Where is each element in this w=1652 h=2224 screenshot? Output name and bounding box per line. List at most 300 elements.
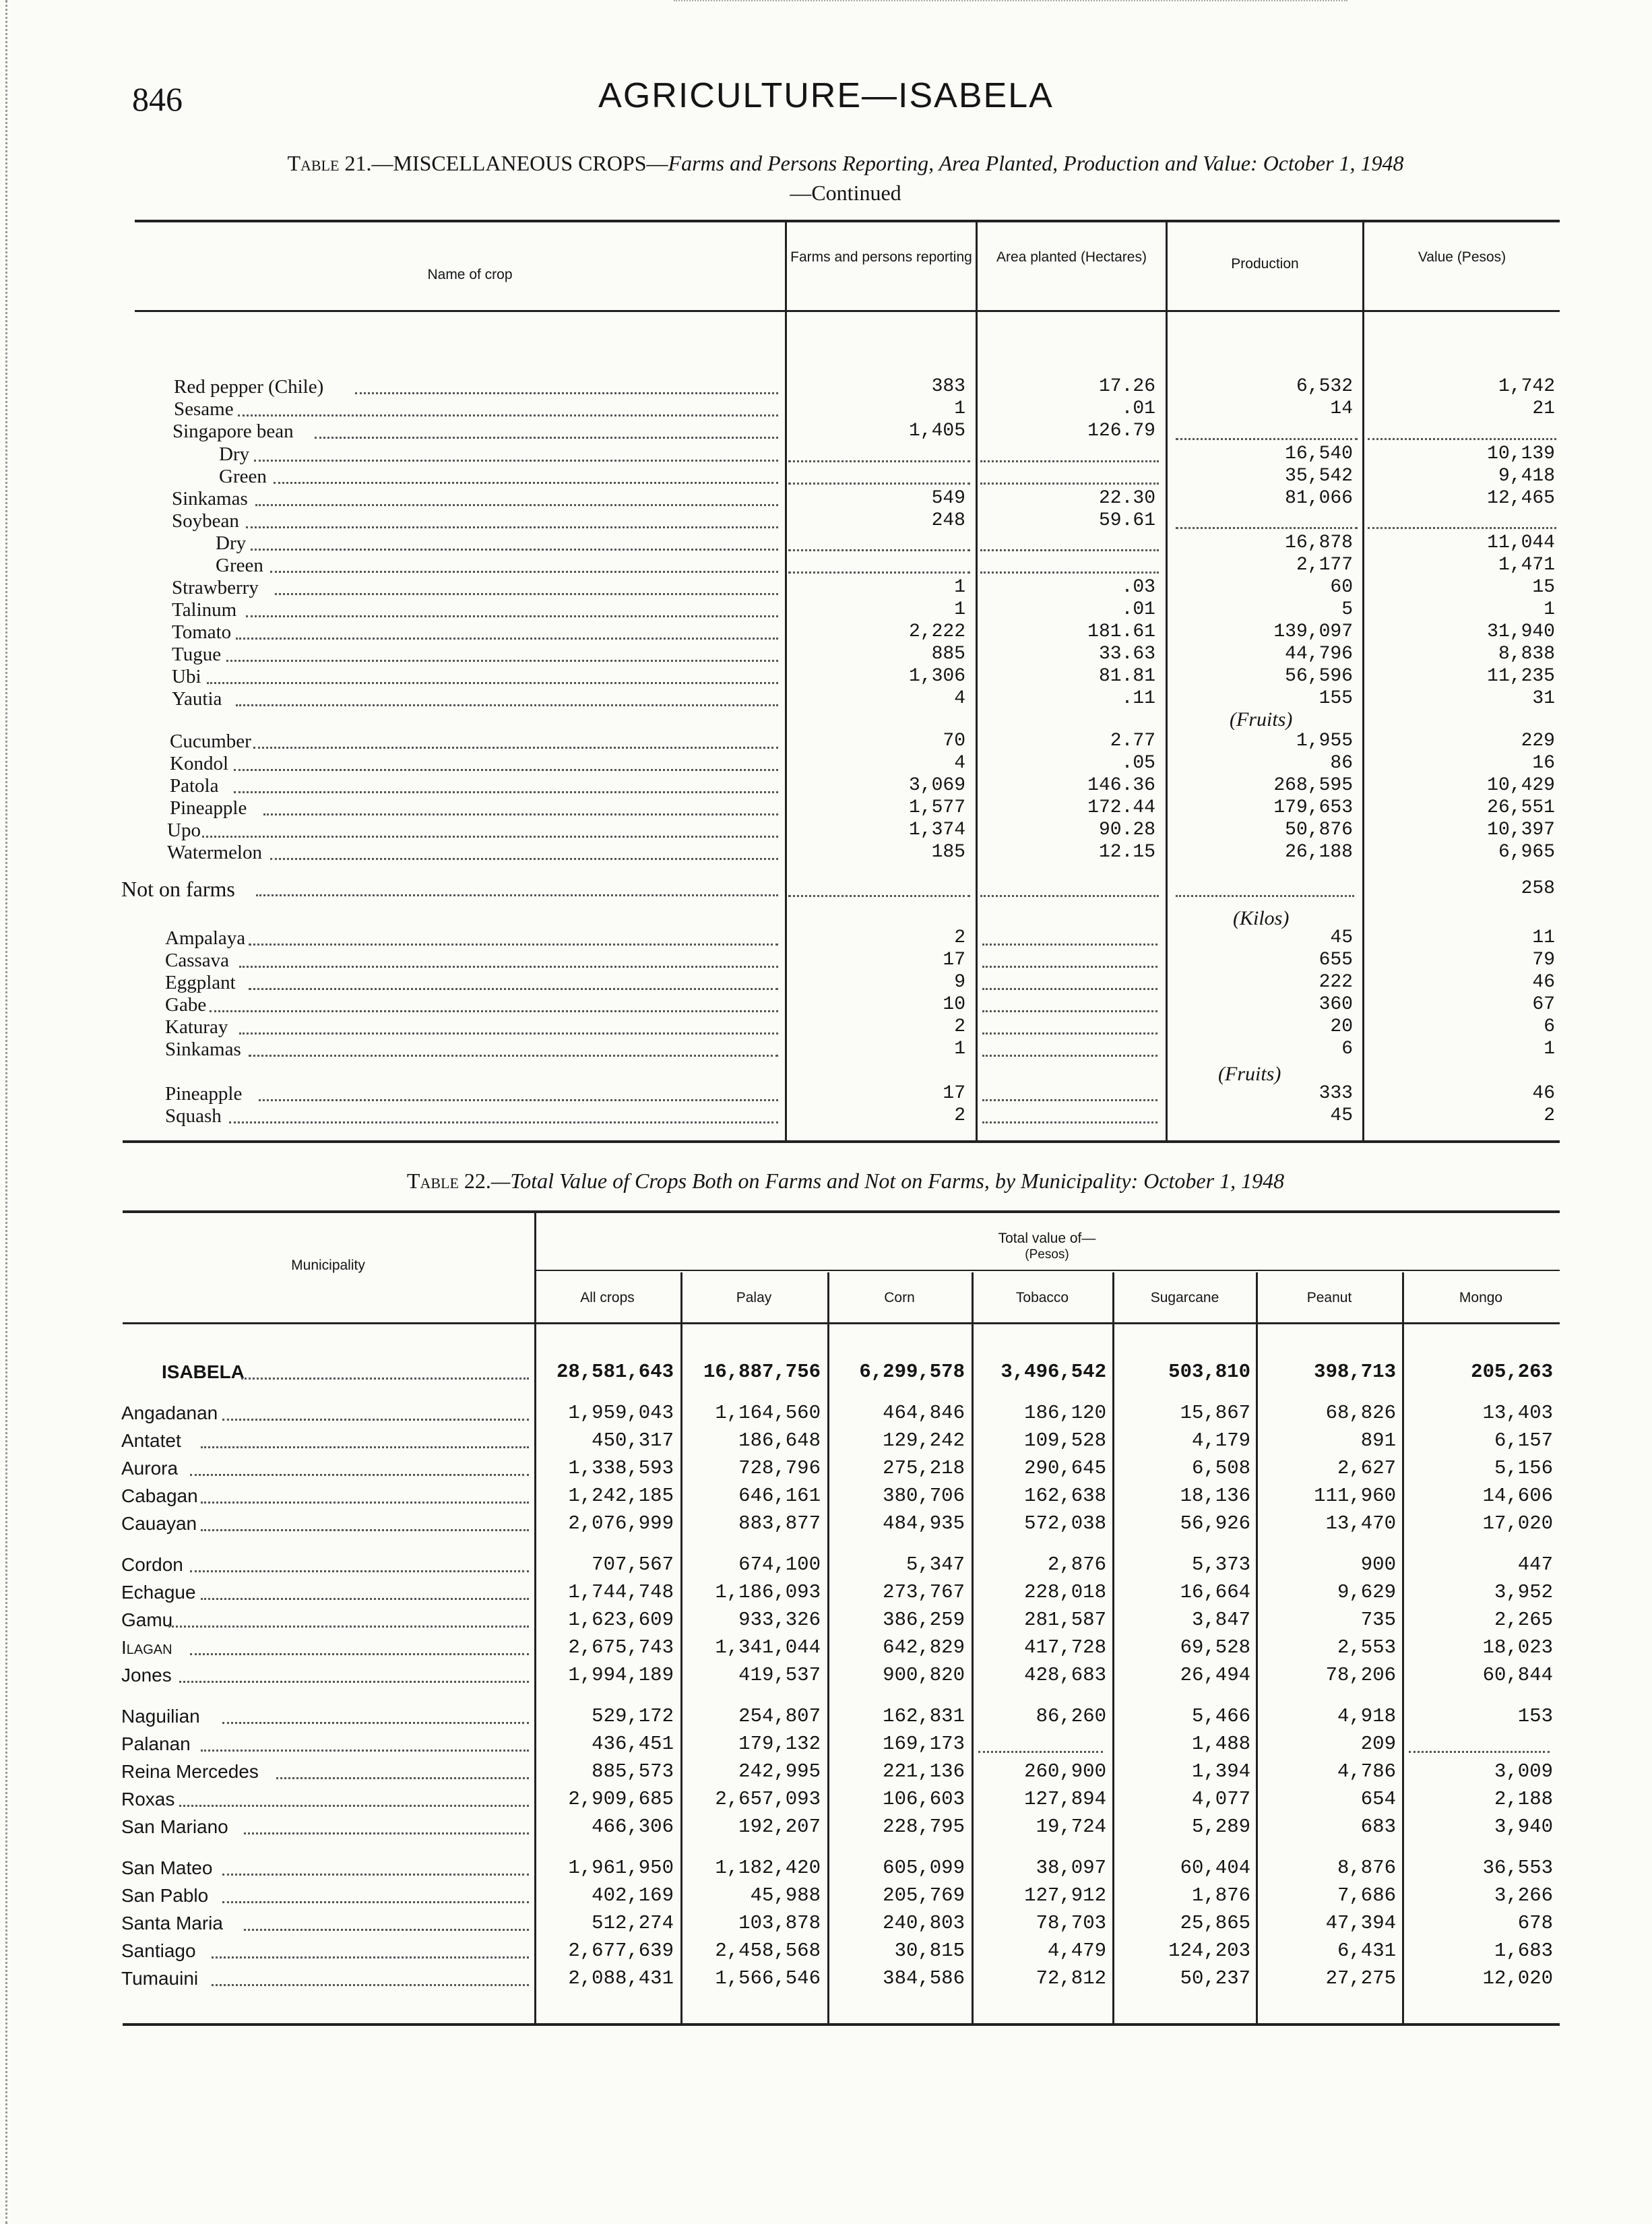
table21-value-cell: 16 xyxy=(1532,753,1555,774)
table21-blank-fill xyxy=(1368,438,1556,440)
table22-value-cell: 4,786 xyxy=(1337,1760,1396,1783)
table21-farms-cell: 248 xyxy=(931,510,965,531)
table21-production-cell: 2,177 xyxy=(1296,555,1353,576)
table21-header-rule xyxy=(135,310,1560,312)
table22-value-cell: 72,812 xyxy=(1036,1967,1106,1989)
table22-value-cell: 3,496,542 xyxy=(1000,1361,1106,1383)
table22-leader xyxy=(179,1681,529,1683)
table21-farms-cell: 1 xyxy=(954,1039,965,1059)
table21-bottom-rule xyxy=(123,1140,1560,1143)
table22-caption xyxy=(128,1166,1563,1196)
table22-value-cell: 484,935 xyxy=(883,1512,965,1535)
table22-value-cell: 5,466 xyxy=(1191,1705,1250,1727)
table22-group-header: Total value of— xyxy=(998,1231,1096,1246)
table21-crop-name: Sinkamas xyxy=(165,1039,241,1060)
table21-continued: —Continued xyxy=(790,181,901,205)
table21-farms-cell: 4 xyxy=(954,753,965,774)
table22-value-cell: 56,926 xyxy=(1180,1512,1250,1535)
table21-unit-note: (Fruits) xyxy=(1218,1063,1281,1085)
table21-production-cell: 179,653 xyxy=(1273,797,1353,818)
table22-value-cell: 5,347 xyxy=(906,1553,965,1576)
table21-leader xyxy=(236,638,778,640)
table22-municipality-name: San Pablo xyxy=(121,1885,209,1906)
table22-municipality-name: San Mateo xyxy=(121,1857,213,1878)
table21-area-cell: .03 xyxy=(1121,577,1155,598)
table22-value-cell: 228,795 xyxy=(883,1816,965,1838)
table22-value-cell: 2,909,685 xyxy=(568,1788,674,1810)
table22-col-header: All crops xyxy=(580,1290,635,1305)
table22-value-cell: 883,877 xyxy=(738,1512,821,1535)
table22-leader xyxy=(190,1653,529,1655)
table21-label: Table 21. xyxy=(287,151,372,175)
table21-crop-name: Green xyxy=(216,555,263,576)
table21-farms-cell: 17 xyxy=(943,1083,965,1104)
table21-blank-fill xyxy=(788,460,970,462)
table21-area-cell: .01 xyxy=(1121,599,1155,620)
table21-crop-name: Gabe xyxy=(165,994,207,1016)
table21-title: —MISCELLANEOUS CROPS— xyxy=(371,151,668,175)
table22-value-cell: 402,169 xyxy=(592,1884,674,1907)
table21-unit-note: (Kilos) xyxy=(1233,907,1290,929)
table21-farms-cell: 3,069 xyxy=(908,775,965,796)
table22-leader xyxy=(201,1598,529,1600)
table22-col-header: Mongo xyxy=(1459,1290,1503,1305)
table21-crop-name: Upo xyxy=(167,820,201,841)
table22-municipality-name: Roxas xyxy=(121,1789,175,1810)
table21-area-cell: 12.15 xyxy=(1098,842,1155,863)
table22-value-cell: 30,815 xyxy=(894,1940,965,1962)
table21-leader xyxy=(207,682,779,684)
table22-value-cell: 3,952 xyxy=(1494,1581,1553,1603)
table22-value-cell: 900,820 xyxy=(883,1664,965,1686)
table21-blank-fill xyxy=(788,549,970,551)
table21-leader xyxy=(263,813,779,815)
table21-area-cell: 172.44 xyxy=(1087,797,1155,818)
table21-production-cell: 86 xyxy=(1330,753,1353,774)
table21-production-cell: 268,595 xyxy=(1273,775,1353,796)
table22-top-rule xyxy=(123,1210,1560,1213)
table21-leader xyxy=(236,704,778,706)
table22-value-cell: 1,164,560 xyxy=(715,1402,821,1424)
table21-production-cell: 16,878 xyxy=(1285,532,1353,553)
table22-value-cell: 891 xyxy=(1360,1429,1396,1452)
table22-value-cell: 221,136 xyxy=(883,1760,965,1783)
table21-production-cell: 655 xyxy=(1319,950,1353,970)
table21-value-cell: 79 xyxy=(1532,950,1555,970)
table21-crop-name: Watermelon xyxy=(167,842,262,863)
table21-production-cell: 360 xyxy=(1319,994,1353,1015)
table21-crop-name: Singapore bean xyxy=(172,421,294,442)
table21-production-cell: 14 xyxy=(1330,398,1353,419)
table21-blank-fill xyxy=(788,483,970,485)
table21-blank-fill xyxy=(982,1121,1157,1123)
table22-value-cell: 1,683 xyxy=(1494,1940,1553,1962)
table22-value-cell: 933,326 xyxy=(738,1609,821,1631)
table21-value-cell: 12,465 xyxy=(1487,488,1555,509)
table22-col-header: Tobacco xyxy=(1015,1290,1069,1305)
table21-value-cell: 10,397 xyxy=(1487,820,1555,840)
table22-value-cell: 3,847 xyxy=(1191,1609,1250,1631)
table21-blank-fill xyxy=(788,572,970,574)
table21-leader xyxy=(229,1121,778,1123)
table22-leader xyxy=(222,1901,529,1903)
table22-header-rule xyxy=(123,1322,1560,1324)
table21-farms-cell: 2 xyxy=(954,1016,965,1037)
table22-value-cell: 464,846 xyxy=(883,1402,965,1424)
table22-municipality-name: Cabagan xyxy=(121,1485,198,1506)
table21-blank-fill xyxy=(982,1099,1157,1101)
table21-col-header: Farms and persons reporting xyxy=(790,249,972,265)
table22-municipality-name: San Mariano xyxy=(121,1816,228,1837)
table21-farms-cell: 1,577 xyxy=(908,797,965,818)
table22-leader xyxy=(201,1502,529,1504)
table21-farms-cell: 10 xyxy=(943,994,965,1015)
table22-col-header: Corn xyxy=(884,1290,915,1305)
table22-municipality-header: Municipality xyxy=(291,1258,365,1273)
table21-crop-name: Cassava xyxy=(165,950,230,971)
table21-leader xyxy=(246,615,779,617)
table22-value-cell: 13,470 xyxy=(1325,1512,1396,1535)
table22-value-cell: 2,677,639 xyxy=(568,1940,674,1962)
table22-value-cell: 60,844 xyxy=(1482,1664,1553,1686)
table22-leader xyxy=(241,1378,529,1380)
table22-municipality-name: Echague xyxy=(121,1582,196,1603)
table22-value-cell: 38,097 xyxy=(1036,1857,1106,1879)
table22-value-cell: 240,803 xyxy=(883,1912,965,1934)
table22-value-cell: 1,394 xyxy=(1191,1760,1250,1783)
table21-value-cell: 8,838 xyxy=(1498,644,1555,665)
table21-crop-name: Yautia xyxy=(172,688,222,710)
table22-leader xyxy=(201,1446,529,1448)
table22-municipality-name: Antatet xyxy=(121,1430,181,1451)
table21-leader xyxy=(210,1010,778,1012)
table22-value-cell: 1,186,093 xyxy=(715,1581,821,1603)
table21-crop-name: Katuray xyxy=(165,1016,228,1038)
table21-leader xyxy=(226,660,779,662)
table22-value-cell: 447 xyxy=(1517,1553,1553,1576)
table22-value-cell: 6,431 xyxy=(1337,1940,1396,1962)
table22-value-cell: 186,120 xyxy=(1024,1402,1106,1424)
table22-municipality-name: Jones xyxy=(121,1665,172,1686)
table21-leader xyxy=(238,414,778,416)
table21-blank-fill xyxy=(1368,527,1556,529)
table22-value-cell: 2,553 xyxy=(1337,1636,1396,1659)
table22-value-cell: 28,581,643 xyxy=(556,1361,674,1383)
table22-value-cell: 106,603 xyxy=(883,1788,965,1810)
table22-value-cell: 419,537 xyxy=(738,1664,821,1686)
table21-value-cell: 10,139 xyxy=(1487,443,1555,464)
table21-crop-name: Pineapple xyxy=(170,797,247,819)
table22-municipality-name: Gamu xyxy=(121,1609,173,1630)
table22-municipality-name: Ilagan xyxy=(121,1637,172,1658)
table22-value-cell: 18,136 xyxy=(1180,1485,1250,1507)
table22-value-cell: 254,807 xyxy=(738,1705,821,1727)
table21-value-cell: 21 xyxy=(1532,398,1555,419)
table22-value-cell: 5,289 xyxy=(1191,1816,1250,1838)
table21-leader xyxy=(274,482,779,484)
table22-value-cell: 1,959,043 xyxy=(568,1402,674,1424)
table22-value-cell: 503,810 xyxy=(1168,1361,1250,1383)
running-head: AGRICULTURE—ISABELA xyxy=(598,76,1054,115)
table22-value-cell: 78,703 xyxy=(1036,1912,1106,1934)
table21-value-cell: 229 xyxy=(1521,731,1555,751)
table21-blank-fill xyxy=(982,988,1157,990)
table22-value-cell: 529,172 xyxy=(592,1705,674,1727)
table21-crop-name: Soybean xyxy=(172,510,239,532)
table22-value-cell: 68,826 xyxy=(1325,1402,1396,1424)
scan-artifact xyxy=(674,0,1347,1)
table22-value-cell: 642,829 xyxy=(883,1636,965,1659)
table21-value-cell: 9,418 xyxy=(1498,466,1555,487)
table22-value-cell: 9,629 xyxy=(1337,1581,1396,1603)
table22-value-cell: 186,648 xyxy=(738,1429,821,1452)
table21-blank-fill xyxy=(982,1032,1157,1034)
table22-value-cell: 5,373 xyxy=(1191,1553,1250,1576)
table21-crop-name: Kondol xyxy=(170,753,228,774)
table22-value-cell: 417,728 xyxy=(1024,1636,1106,1659)
table22-value-cell: 605,099 xyxy=(883,1857,965,1879)
table21-blank-fill xyxy=(982,966,1157,968)
table21-production-cell: 45 xyxy=(1330,927,1353,948)
table22-value-cell: 707,567 xyxy=(592,1553,674,1576)
table21-value-cell: 11,044 xyxy=(1487,532,1555,553)
table21-blank-fill xyxy=(982,944,1157,946)
table22-leader xyxy=(276,1777,529,1779)
table22-value-cell: 8,876 xyxy=(1337,1857,1396,1879)
table21-blank-fill xyxy=(982,1010,1157,1012)
table22-value-cell: 153 xyxy=(1517,1705,1553,1727)
table21-value-cell: 31,940 xyxy=(1487,621,1555,642)
table21-value-cell: 6 xyxy=(1544,1016,1555,1037)
table22-group-unit: (Pesos) xyxy=(1025,1247,1069,1262)
table21-production-cell: 56,596 xyxy=(1285,666,1353,687)
table21-value-cell: 1 xyxy=(1544,1039,1555,1059)
table22-value-cell: 3,266 xyxy=(1494,1884,1553,1907)
table22-value-cell: 4,179 xyxy=(1191,1429,1250,1452)
table22-municipality-name: Reina Mercedes xyxy=(121,1761,259,1782)
table22-leader xyxy=(212,1984,529,1986)
table21-caption xyxy=(128,148,1563,208)
table21-area-cell: 22.30 xyxy=(1098,488,1155,509)
table21-leader xyxy=(270,571,779,573)
table22-municipality-name: ISABELA xyxy=(162,1361,245,1382)
table22-value-cell: 69,528 xyxy=(1180,1636,1250,1659)
table22-col-header: Sugarcane xyxy=(1150,1290,1219,1305)
table21-farms-cell: 1,374 xyxy=(908,820,965,840)
table22-leader xyxy=(244,1929,529,1931)
table22-leader xyxy=(190,1474,529,1476)
table22-municipality-name: Palanan xyxy=(121,1733,191,1754)
table21-blank-fill xyxy=(1176,527,1358,529)
table22-blank-fill xyxy=(978,1751,1103,1753)
table22-value-cell: 60,404 xyxy=(1180,1857,1250,1879)
table22-value-cell: 646,161 xyxy=(738,1485,821,1507)
table22-value-cell: 386,259 xyxy=(883,1609,965,1631)
table21-value-cell: 11 xyxy=(1532,927,1555,948)
table21-crop-name: Talinum xyxy=(172,599,237,621)
table22-value-cell: 2,088,431 xyxy=(568,1967,674,1989)
table22-col-header: Palay xyxy=(736,1290,772,1305)
table21-leader xyxy=(249,988,778,990)
table21-farms-cell: 2,222 xyxy=(908,621,965,642)
table22-value-cell: 2,188 xyxy=(1494,1788,1553,1810)
table21-area-cell: 126.79 xyxy=(1087,421,1155,441)
table22-leader xyxy=(212,1956,529,1958)
table21-value-cell: 15 xyxy=(1532,577,1555,598)
table22-blank-fill xyxy=(1409,1751,1550,1753)
table21-area-cell: .05 xyxy=(1121,753,1155,774)
table22-value-cell: 2,675,743 xyxy=(568,1636,674,1659)
table22-value-cell: 109,528 xyxy=(1024,1429,1106,1452)
table22-municipality-name: Naguilian xyxy=(121,1706,200,1727)
table21-leader xyxy=(234,791,778,793)
table22-value-cell: 466,306 xyxy=(592,1816,674,1838)
table22-value-cell: 436,451 xyxy=(592,1733,674,1755)
table21-production-cell: 1,955 xyxy=(1296,731,1353,751)
table22-value-cell: 735 xyxy=(1360,1609,1396,1631)
table22-value-cell: 2,627 xyxy=(1337,1457,1396,1479)
table22-col-header: Peanut xyxy=(1306,1290,1352,1305)
table21-crop-name: Eggplant xyxy=(165,972,236,993)
table21-leader xyxy=(234,769,778,771)
table22-municipality-name: Aurora xyxy=(121,1458,179,1479)
table22-value-cell: 281,587 xyxy=(1024,1609,1106,1631)
table21-value-cell: 2 xyxy=(1544,1105,1555,1126)
table22-municipality-name: Santa Maria xyxy=(121,1913,223,1934)
table22-value-cell: 26,494 xyxy=(1180,1664,1250,1686)
table21-area-cell: 90.28 xyxy=(1098,820,1155,840)
table22-value-cell: 5,156 xyxy=(1494,1457,1553,1479)
table21-crop-name: Tugue xyxy=(172,644,222,665)
table21-leader xyxy=(315,437,778,439)
table21-production-cell: 333 xyxy=(1319,1083,1353,1104)
table21-farms-cell: 1 xyxy=(954,398,965,419)
table22-value-cell: 45,988 xyxy=(750,1884,821,1907)
table22-value-cell: 428,683 xyxy=(1024,1664,1106,1686)
table22-municipality-name: Angadanan xyxy=(121,1402,218,1423)
table22-municipality-name: Tumauini xyxy=(121,1968,199,1989)
table22-value-cell: 1,876 xyxy=(1191,1884,1250,1907)
table22-value-cell: 1,242,185 xyxy=(568,1485,674,1507)
table21-col-header: Value (Pesos) xyxy=(1418,249,1506,265)
table21-crop-name: Ampalaya xyxy=(165,927,246,949)
table22-value-cell: 6,157 xyxy=(1494,1429,1553,1452)
table22-value-cell: 512,274 xyxy=(592,1912,674,1934)
table21-value-cell: 1,471 xyxy=(1498,555,1555,576)
table21-crop-name: Not on farms xyxy=(121,877,235,901)
table21-crop-name: Red pepper (Chile) xyxy=(174,376,324,398)
page-edge-border xyxy=(5,0,7,2224)
table21-production-cell: 6 xyxy=(1341,1039,1353,1059)
table22-value-cell: 678 xyxy=(1517,1912,1553,1934)
table22-value-cell: 1,338,593 xyxy=(568,1457,674,1479)
table22-leader xyxy=(190,1570,529,1572)
table22-leader xyxy=(201,1750,529,1752)
table22-value-cell: 4,479 xyxy=(1047,1940,1106,1962)
table22-group-rule xyxy=(534,1270,1560,1271)
table22-value-cell: 25,865 xyxy=(1180,1912,1250,1934)
table21-leader xyxy=(270,858,778,860)
table21-crop-name: Patola xyxy=(170,775,219,797)
table21-area-cell: 2.77 xyxy=(1110,731,1155,751)
table21-leader xyxy=(246,526,779,528)
table22-value-cell: 124,203 xyxy=(1168,1940,1250,1962)
table22-value-cell: 2,657,093 xyxy=(715,1788,821,1810)
table22-value-cell: 654 xyxy=(1360,1788,1396,1810)
table22-value-cell: 242,995 xyxy=(738,1760,821,1783)
table22-value-cell: 398,713 xyxy=(1314,1361,1396,1383)
table22-value-cell: 728,796 xyxy=(738,1457,821,1479)
table21-value-cell: 67 xyxy=(1532,994,1555,1015)
table22-value-cell: 228,018 xyxy=(1024,1581,1106,1603)
table21-farms-cell: 2 xyxy=(954,927,965,948)
table21-unit-note: (Fruits) xyxy=(1230,708,1293,731)
table22-value-cell: 209 xyxy=(1360,1733,1396,1755)
table21-area-cell: 33.63 xyxy=(1098,644,1155,665)
table22-value-cell: 103,878 xyxy=(738,1912,821,1934)
table21-crop-name: Sesame xyxy=(174,398,234,420)
table21-blank-fill xyxy=(1176,438,1358,440)
table21-leader xyxy=(202,836,779,838)
table21-col-header: Production xyxy=(1231,256,1299,272)
table22-value-cell: 384,586 xyxy=(883,1967,965,1989)
table22-value-cell: 12,020 xyxy=(1482,1967,1553,1989)
table21-farms-cell: 2 xyxy=(954,1105,965,1126)
table21-production-cell: 6,532 xyxy=(1296,376,1353,397)
table21-value-cell: 46 xyxy=(1532,972,1555,993)
table21-crop-name: Tomato xyxy=(172,621,232,643)
table22-leader xyxy=(244,1832,529,1834)
table21-leader xyxy=(253,747,778,749)
table22-value-cell: 36,553 xyxy=(1482,1857,1553,1879)
table22-leader xyxy=(222,1722,529,1724)
table21-blank-fill xyxy=(980,572,1159,574)
table21-production-cell: 222 xyxy=(1319,972,1353,993)
table21-leader xyxy=(251,549,779,551)
table21-crop-name: Pineapple xyxy=(165,1083,243,1105)
table21-leader xyxy=(249,1055,778,1057)
table22-value-cell: 111,960 xyxy=(1314,1485,1396,1507)
table22-value-cell: 179,132 xyxy=(738,1733,821,1755)
table21-title-italic: Farms and Persons Reporting, Area Planted, Production and Value: October 1, 1948 xyxy=(668,151,1404,175)
table21-farms-cell: 1,405 xyxy=(908,421,965,441)
table21-leader xyxy=(249,944,778,946)
table22-value-cell: 1,623,609 xyxy=(568,1609,674,1631)
table22-value-cell: 18,023 xyxy=(1482,1636,1553,1659)
table22-value-cell: 2,876 xyxy=(1047,1553,1106,1576)
table22-value-cell: 17,020 xyxy=(1482,1512,1553,1535)
table21-area-cell: 17.26 xyxy=(1098,376,1155,397)
table22-value-cell: 6,299,578 xyxy=(859,1361,965,1383)
table22-value-cell: 2,458,568 xyxy=(715,1940,821,1962)
table21-leader xyxy=(254,460,779,462)
table21-production-cell: 155 xyxy=(1319,688,1353,709)
table22-value-cell: 273,767 xyxy=(883,1581,965,1603)
table22-value-cell: 450,317 xyxy=(592,1429,674,1452)
table21-leader xyxy=(355,392,778,394)
table22-value-cell: 16,664 xyxy=(1180,1581,1250,1603)
table22-value-cell: 127,894 xyxy=(1024,1788,1106,1810)
table21-top-rule xyxy=(135,220,1560,222)
table21-leader xyxy=(239,966,779,968)
table21-crop-name: Squash xyxy=(165,1105,222,1127)
table21-col-header: Name of crop xyxy=(427,267,513,282)
table22-leader xyxy=(222,1874,529,1876)
table22-value-cell: 1,566,546 xyxy=(715,1967,821,1989)
table21-leader xyxy=(256,894,778,896)
table21-value-cell: 31 xyxy=(1532,688,1555,709)
table21-farms-cell: 1,306 xyxy=(908,666,965,687)
